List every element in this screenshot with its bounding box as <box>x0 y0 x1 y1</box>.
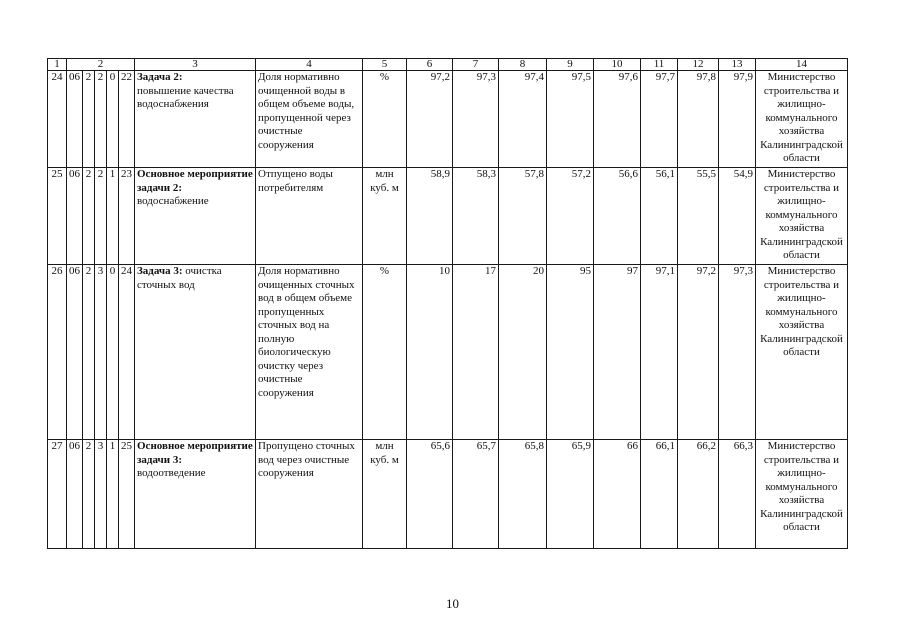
code-cell: 3 <box>95 440 107 549</box>
code-cell: 23 <box>119 168 135 265</box>
task-name-text: водоотведение <box>137 467 206 479</box>
value-cell: 56,6 <box>594 168 641 265</box>
value-cell: 57,8 <box>499 168 547 265</box>
value-cell: 97,6 <box>594 71 641 168</box>
indicator-cell: Доля нормативно очищенных сточных вод в общем объеме пропущенных сточных вод на полную биологическую очистку через очистные сооружения <box>256 265 363 440</box>
code-cell: 06 <box>67 265 83 440</box>
header-cell: 11 <box>641 59 678 71</box>
task-name-bold: Задача 2: <box>137 71 183 83</box>
value-cell: 65,6 <box>407 440 453 549</box>
header-cell: 10 <box>594 59 641 71</box>
code-cell: 2 <box>95 71 107 168</box>
value-cell: 66 <box>594 440 641 549</box>
responsible-cell: Министерство строительства и жилищно-коммунального хозяйства Калининградской области <box>756 440 848 549</box>
header-cell: 1 <box>48 59 67 71</box>
table-row <box>48 71 848 168</box>
header-cell: 8 <box>499 59 547 71</box>
task-name-bold: Задача 3: <box>137 265 183 277</box>
table-row <box>48 440 848 549</box>
value-cell: 97 <box>594 265 641 440</box>
indicator-cell: Доля нормативно очищенной воды в общем объеме воды, пропущенной через очистные сооружения <box>256 71 363 168</box>
value-cell: 97,3 <box>453 71 499 168</box>
value-cell: 66,1 <box>641 440 678 549</box>
responsible-cell: Министерство строительства и жилищно-коммунального хозяйства Калининградской области <box>756 71 848 168</box>
task-name-bold: Основное мероприятие задачи 2: <box>137 168 253 194</box>
code-cell: 2 <box>83 265 95 440</box>
header-cell: 4 <box>256 59 363 71</box>
value-cell: 55,5 <box>678 168 719 265</box>
header-cell: 12 <box>678 59 719 71</box>
code-cell: 06 <box>67 440 83 549</box>
value-cell: 54,9 <box>719 168 756 265</box>
program-indicators-table <box>47 58 848 549</box>
value-cell: 97,8 <box>678 71 719 168</box>
code-cell: 06 <box>67 71 83 168</box>
value-cell: 97,2 <box>407 71 453 168</box>
value-cell: 95 <box>547 265 594 440</box>
task-name-cell <box>135 71 256 168</box>
task-name-bold: Основное мероприятие задачи 3: <box>137 440 253 466</box>
header-cell: 9 <box>547 59 594 71</box>
indicator-cell: Пропущено сточных вод через очистные сооружения <box>256 440 363 549</box>
task-name-cell <box>135 168 256 265</box>
header-cell: 14 <box>756 59 848 71</box>
unit-cell: % <box>363 265 407 440</box>
value-cell: 66,3 <box>719 440 756 549</box>
unit-cell: млн куб. м <box>363 440 407 549</box>
task-name-text: водоснабжение <box>137 195 209 207</box>
code-cell: 1 <box>107 440 119 549</box>
value-cell: 97,2 <box>678 265 719 440</box>
indicator-cell: Отпущено воды потребителям <box>256 168 363 265</box>
header-cell: 6 <box>407 59 453 71</box>
value-cell: 97,3 <box>719 265 756 440</box>
unit-cell: % <box>363 71 407 168</box>
code-cell: 24 <box>119 265 135 440</box>
code-cell: 0 <box>107 265 119 440</box>
table-row <box>48 265 848 440</box>
table-row <box>48 168 848 265</box>
value-cell: 65,7 <box>453 440 499 549</box>
value-cell: 97,7 <box>641 71 678 168</box>
header-cell: 3 <box>135 59 256 71</box>
value-cell: 97,5 <box>547 71 594 168</box>
header-cell: 2 <box>67 59 135 71</box>
value-cell: 58,3 <box>453 168 499 265</box>
header-cell: 5 <box>363 59 407 71</box>
value-cell: 57,2 <box>547 168 594 265</box>
row-number: 24 <box>48 71 67 168</box>
value-cell: 97,1 <box>641 265 678 440</box>
responsible-cell: Министерство строительства и жилищно-коммунального хозяйства Калининградской области <box>756 265 848 440</box>
task-name-text: очистка сточных вод <box>137 265 222 291</box>
value-cell: 58,9 <box>407 168 453 265</box>
task-name-cell <box>135 265 256 440</box>
code-cell: 2 <box>83 440 95 549</box>
value-cell: 97,9 <box>719 71 756 168</box>
responsible-cell: Министерство строительства и жилищно-коммунального хозяйства Калининградской области <box>756 168 848 265</box>
page-number: 10 <box>446 596 459 611</box>
code-cell: 25 <box>119 440 135 549</box>
code-cell: 06 <box>67 168 83 265</box>
task-name-text: повышение качества водоснабжения <box>137 84 234 110</box>
value-cell: 20 <box>499 265 547 440</box>
value-cell: 10 <box>407 265 453 440</box>
value-cell: 17 <box>453 265 499 440</box>
code-cell: 22 <box>119 71 135 168</box>
row-number: 27 <box>48 440 67 549</box>
code-cell: 1 <box>107 168 119 265</box>
code-cell: 0 <box>107 71 119 168</box>
task-name-cell <box>135 440 256 549</box>
value-cell: 56,1 <box>641 168 678 265</box>
header-row <box>48 59 848 71</box>
value-cell: 65,8 <box>499 440 547 549</box>
value-cell: 65,9 <box>547 440 594 549</box>
code-cell: 2 <box>83 168 95 265</box>
header-cell: 13 <box>719 59 756 71</box>
row-number: 26 <box>48 265 67 440</box>
code-cell: 3 <box>95 265 107 440</box>
code-cell: 2 <box>95 168 107 265</box>
value-cell: 97,4 <box>499 71 547 168</box>
header-cell: 7 <box>453 59 499 71</box>
row-number: 25 <box>48 168 67 265</box>
unit-cell: млн куб. м <box>363 168 407 265</box>
code-cell: 2 <box>83 71 95 168</box>
value-cell: 66,2 <box>678 440 719 549</box>
